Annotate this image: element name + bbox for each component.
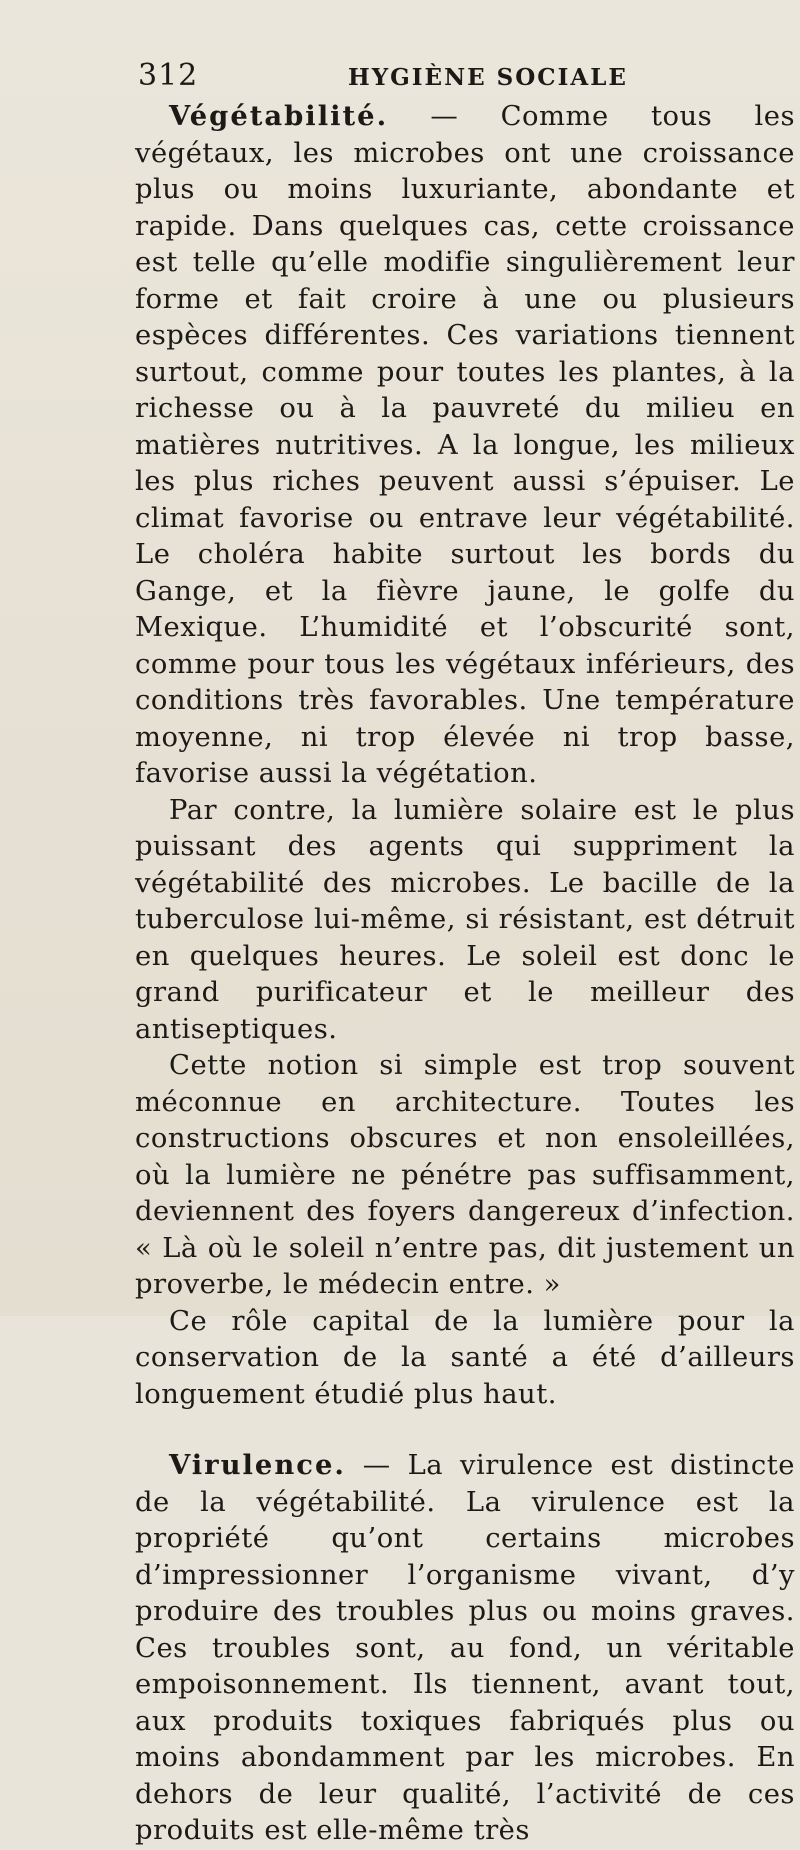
page-header [118,58,718,98]
paragraph-vegetabilite [135,98,795,793]
paragraph-virulence [135,1447,795,1850]
page-body [135,98,795,1850]
paragraph-text: — Comme tous les végétaux, les microbes ont une croissance plus ou moins luxuriante, abondante et rapide. Dans quelques cas, cette croissance est telle qu’elle modifie singulièrement leur forme et fait croire à une ou plusieurs espèces différentes. Ces variations tiennent surtout, comme pour toutes les plantes, à la richesse ou à la pauvreté du milieu en matières nutritives. A la longue, les milieux les plus riches peuvent aussi s’épuiser. Le climat favorise ou entrave leur végétabilité. Le choléra habite surtout les bords du Gange, et la fièvre jaune, le golfe du Mexique. L’humidité et l’obscurité sont, comme pour tous les végétaux inférieurs, des conditions très favorables. Une température moyenne, ni trop élevée ni trop basse, favorise aussi la végétation. [135,101,795,789]
paragraph-text: Par contre, la lumière solaire est le plus puissant des agents qui suppriment la végétabilité des microbes. Le bacille de la tuberculose lui-même, si résistant, est détruit en quelques heures. Le soleil est donc le grand purificateur et le meilleur des antiseptiques. [135,794,795,1045]
section-heading-vegetabilite: Végétabilité. [169,100,389,132]
page-number: 312 [138,58,199,93]
paragraph-text: Cette notion si simple est trop souvent méconnue en architecture. Toutes les constructions obscures et non ensoleillées, où la lumière ne pénétre pas suffisamment, deviennent des foyers dangereux d’infection. « Là où le soleil n’entre pas, dit justement un proverbe, le médecin entre. » [135,1050,795,1300]
paragraph-role-capital [135,1304,795,1414]
paragraph-text: — La virulence est distincte de la végétabilité. La virulence est la propriété qu’ont certains microbes d’impressionner l’organisme vivant, d’y produire des troubles plus ou moins graves. Ces troubles sont, au fond, un véritable empoisonnement. Ils tiennent, avant tout, aux produits toxiques fabriqués plus ou moins abondamment par les microbes. En dehors de leur qualité, l’activité de ces produits est elle-même très [135,1450,795,1846]
running-title: HYGIÈNE SOCIALE [348,64,628,91]
paragraph-lumiere-solaire [135,793,795,1049]
section-heading-virulence: Virulence. [169,1449,346,1481]
paragraph-text: Ce rôle capital de la lumière pour la conservation de la santé a été d’ailleurs longuement étudié plus haut. [135,1305,795,1410]
paragraph-architecture [135,1048,795,1304]
